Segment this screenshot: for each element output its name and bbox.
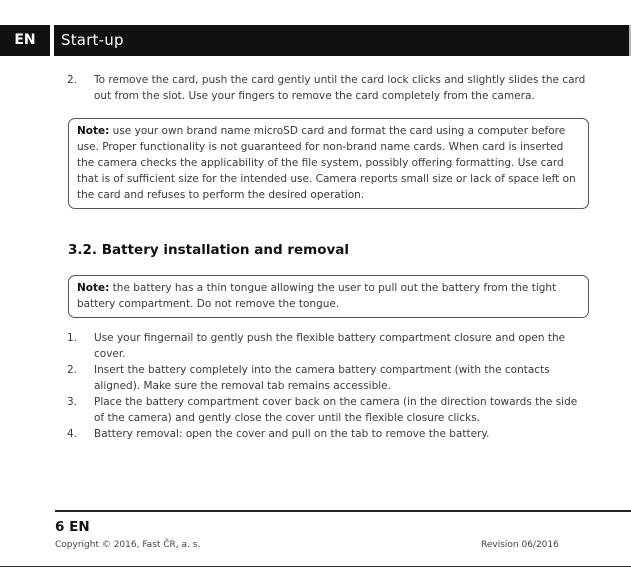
header-divider bbox=[50, 25, 54, 56]
note-battery-box bbox=[68, 275, 589, 318]
note-text: use your own brand name microSD card and format the card using a computer before use. Proper functionality is not guaranteed for non-brand name cards. When card is inserted the camera checks the applicability of the file system, possibly offering formatting. Use card that is of sufficient size for the intended use. Camera reports small size or lack of space left on the card and refuses to perform the desired operation. bbox=[77, 125, 576, 201]
list-item-text: Place the battery compartment cover back on the camera (in the direction towards the side of the camera) and gently close the cover until the flexible closure clicks. bbox=[94, 396, 578, 424]
list-item-number: 4. bbox=[67, 428, 78, 440]
list-item bbox=[67, 330, 587, 362]
list-item-number: 2. bbox=[67, 74, 78, 86]
page-number: 6 EN bbox=[55, 519, 90, 535]
list-item-text: Use your fingernail to gently push the flexible battery compartment closure and open the cover. bbox=[94, 332, 566, 360]
list-item bbox=[67, 426, 587, 442]
list-item bbox=[67, 362, 587, 394]
note-label: Note: bbox=[77, 125, 110, 137]
section-title: Start-up bbox=[61, 31, 124, 49]
revision-text: Revision 06/2016 bbox=[481, 540, 559, 550]
copyright-text: Copyright © 2016, Fast ČR, a. s. bbox=[55, 540, 201, 550]
list-item-number: 2. bbox=[67, 364, 78, 376]
list-item bbox=[67, 394, 587, 426]
section-heading: 3.2. Battery installation and removal bbox=[68, 242, 350, 258]
list-item bbox=[67, 72, 587, 104]
note-text: the battery has a thin tongue allowing the user to pull out the battery from the tight battery compartment. Do not remove the tongue. bbox=[77, 282, 557, 310]
list-item-text: Insert the battery completely into the camera battery compartment (with the contacts aligned). Make sure the removal tab remains accessible. bbox=[94, 364, 550, 392]
list-item-text: To remove the card, push the card gently until the card lock clicks and slightly slides the card out from the slot. Use your fingers to remove the card completely from the camera. bbox=[94, 74, 586, 102]
list-item-text: Battery removal: open the cover and pull on the tab to remove the battery. bbox=[94, 428, 490, 440]
list-item-number: 3. bbox=[67, 396, 78, 408]
battery-steps-list bbox=[67, 330, 587, 442]
page-header bbox=[0, 25, 629, 56]
note-card-box bbox=[68, 118, 589, 209]
note-label: Note: bbox=[77, 282, 110, 294]
list-item-number: 1. bbox=[67, 332, 78, 344]
bottom-rule bbox=[0, 566, 631, 567]
language-tab: EN bbox=[0, 25, 50, 56]
card-removal-list bbox=[67, 72, 587, 104]
footer-rule bbox=[55, 510, 631, 512]
